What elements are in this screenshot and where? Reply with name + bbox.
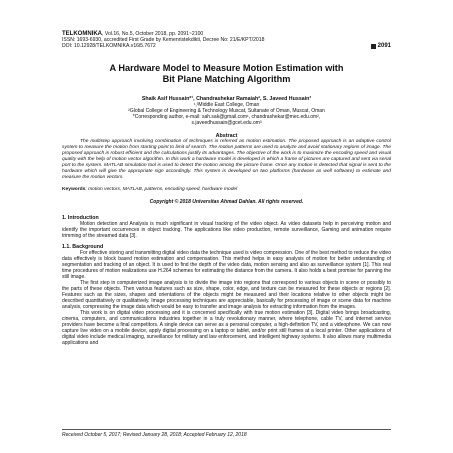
affiliation-email: *Corresponding author, e-mail: sah.sak@gmail.com¹, chandrashekar@mec.edu.om²,	[132, 114, 321, 121]
paper-title	[62, 63, 391, 85]
journal-issn: ISSN: 1693-6930, accredited First Grade by Kemenristekdikti, Decree No: 21/E/KPT/2018	[62, 37, 265, 44]
background-body	[62, 250, 391, 346]
copyright: Copyright © 2018 Universitas Ahmad Dahlan. All rights reserved.	[149, 199, 304, 206]
affiliation-1: ¹,³Middle East College, Oman	[193, 102, 260, 109]
keywords-label: Keywords	[62, 187, 86, 193]
abstract-heading: Abstract	[215, 133, 238, 140]
footer-rule	[62, 429, 391, 430]
affiliations	[62, 102, 391, 126]
background-paragraph-1: For effective storing and transmitting digital video data the technique used is video compression. One of the best method to reduce the video data effectively is block based motion estimation and compensation. This method helps in easy analysis of motion for better understanding of segmentation and tracking of an object. It is used to find the depth of the video data, motion sensing and also as surveillance system [1]. This real time procedures of motion realizations use H.264 schemes for estimating the distance from the camera. It also holds a best promise for panning the still image.	[62, 250, 391, 281]
journal-name: TELKOMNIKA	[62, 31, 102, 37]
intro-paragraph: Motion detection and Analysis is much significant in visual tracking of the video object. As video datasets help in perceiving motion and identify the important occurrences in object tracking. The applications like video production, remote surveillance, Gaming and animation require trimming of the streamed data [3].	[62, 221, 391, 240]
section-introduction: 1. Introduction	[62, 215, 99, 222]
authors: Shaik Asif Hussain*¹, Chandrashekar Ramaiah², S. Javeed Hussain³	[141, 96, 312, 103]
journal-doi: DOI: 10.12928/TELKOMNIKA.v16i5.7672	[62, 43, 156, 50]
title-line-2: Bit Plane Matching Algorithm	[162, 74, 291, 85]
background-paragraph-2: The first step in computerized image analysis is to divide the image into regions that correspond to various objects in scene or possibly to the parts of these objects. Then various features such as size, shape, color, edge, and texture can be measured for these objects or regions [2]. Features such as the sizes, shapes and orientations of the objects might be measured and their locations relative to other objects might be described quantitatively or qualitatively. Image processing techniques are appreciable, basically for processing of image or scene data for machine analysis, compressing the image data which would be easy to transfer and image analysis for extracting information from the images.	[62, 280, 391, 311]
introduction-body	[62, 221, 391, 239]
section-background: 1.1. Background	[62, 244, 104, 251]
affiliation-email-2: s.javeedhussain@gcet.edu.om³	[191, 120, 262, 127]
square-icon	[371, 44, 376, 49]
keywords-list: : motion vectors, MATLAB, patterns, encoding speed, hardware model	[85, 187, 238, 193]
abstract	[62, 139, 391, 181]
journal-volume: , Vol.16, No.5, October 2018, pp. 2091~2100	[102, 31, 204, 37]
affiliation-2: ²Global College of Engineering & Technology Muscat, Sultanate of Oman, Muscat, Oman	[128, 108, 325, 115]
journal-header	[62, 0, 391, 49]
title-line-1: A Hardware Model to Measure Motion Estimation with	[109, 63, 344, 74]
background-paragraph-3: This work is on digital video processing and it is concerned specifically with true motion estimation [3]. Digital video brings broadcasting, cinema, computers, and communications industries together in a truly revolutionary manner, where telephone, cable TV, and internet service providers have become a final competitors. A single device can serve as a personal computer, a high-definition TV, and a videophone. We can now capture live video on a mobile device, apply digital processing on a laptop or tablet, and/or print still frames at a local printer. Other applications of digital video include medical imaging, surveillance for military and law enforcement, and intelligent highway systems. It also allows many multimedia applications and	[62, 310, 391, 347]
keywords	[62, 187, 391, 193]
received-dates: Received October 5, 2017; Revised January 28, 2018; Accepted February 12, 2018	[62, 432, 247, 438]
page-number: 2091	[371, 43, 391, 49]
abstract-text: The multistep approach involving combination of techniques is referred as motion estimation. The proposed approach is an adaptive control system to measure the motion from starting point to limit of search. The motion patterns are used to analyze and avoid stationary regions of image. The proposed approach is robust efficient and the calculations justify its advantages. The objective of the work is to maximize the encoding speed and visual quality with the help of motion vector algorithm. In this work a hardware model is developed in which a frame of pictures are captured and sent via serial port to the system. MATLAB simulation tool is used to detect the motion among the picture frame. Once any motion is detected that signal is sent to the hardware which will give the appropriate sign accordingly. This system is developed on two platforms (hardware as well software) to estimate and measure the motion vectors.	[62, 139, 391, 181]
